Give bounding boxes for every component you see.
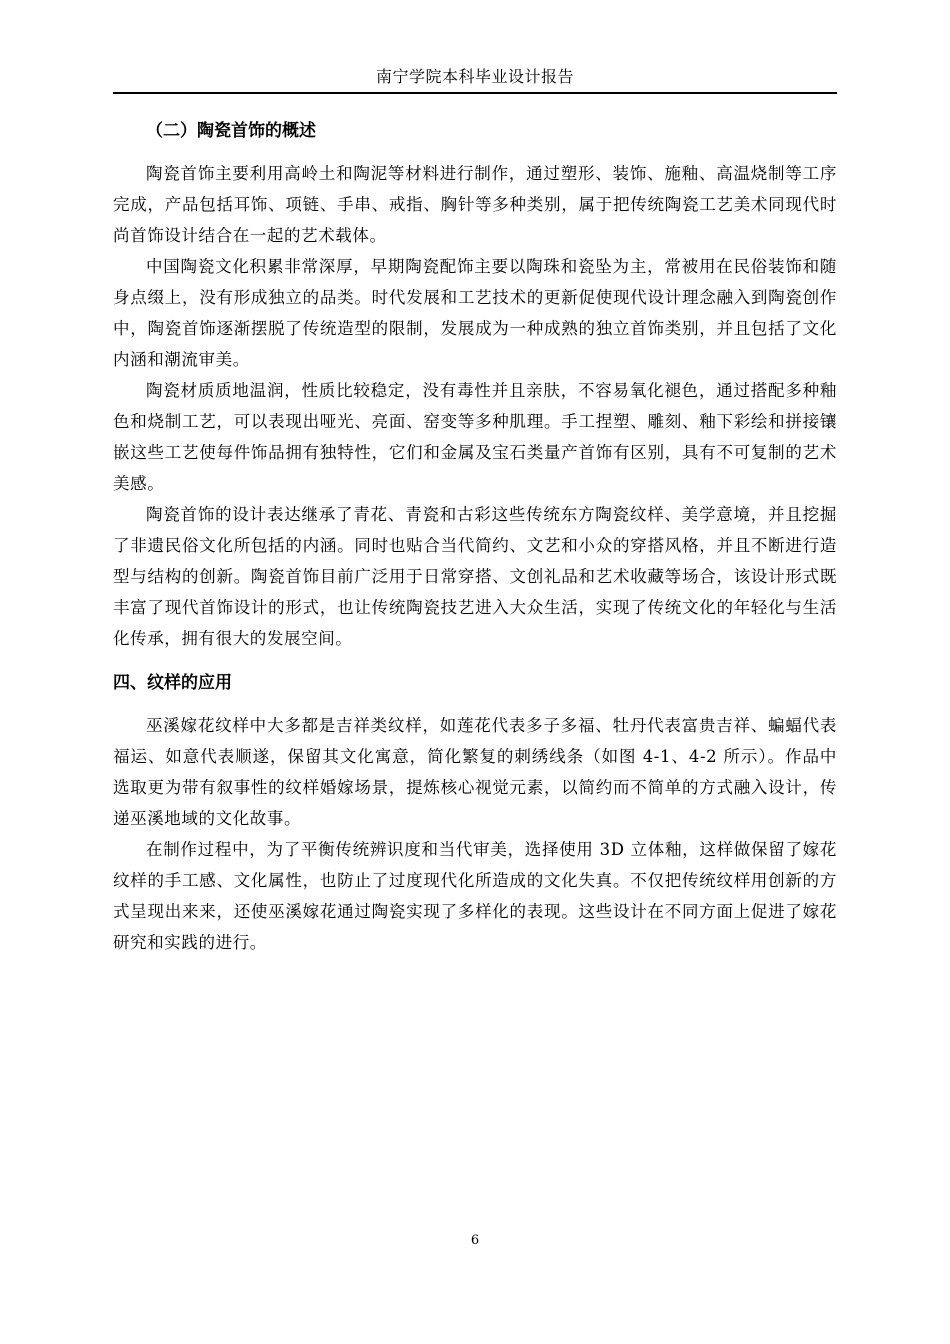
header-rule [113, 92, 837, 94]
section-heading: 四、纹样的应用 [113, 673, 232, 693]
paragraph: 陶瓷材质质地温润，性质比较稳定，没有毒性并且亲肤，不容易氧化褪色，通过搭配多种釉色和烧制工艺，可以表现出哑光、亮面、窑变等多种肌理。手工捏塑、雕刻、釉下彩绘和拼接镶嵌这些工艺使每件饰品拥有独特性，它们和金属及宝石类量产首饰有区别，具有不可复制的艺术美感。 [113, 381, 837, 493]
paragraph: 陶瓷首饰主要利用高岭土和陶泥等材料进行制作，通过塑形、装饰、施釉、高温烧制等工序完成，产品包括耳饰、项链、手串、戒指、胸针等多种类别，属于把传统陶瓷工艺美术同现代时尚首饰设计结合在一起的艺术载体。 [113, 164, 837, 245]
paragraph: 中国陶瓷文化积累非常深厚，早期陶瓷配饰主要以陶珠和瓷坠为主，常被用在民俗装饰和随身点缀上，没有形成独立的品类。时代发展和工艺技术的更新促使现代设计理念融入到陶瓷创作中，陶瓷首饰逐渐摆脱了传统造型的限制，发展成为一种成熟的独立首饰类别，并且包括了文化内涵和潮流审美。 [113, 257, 837, 369]
paragraph: 巫溪嫁花纹样中大多都是吉祥类纹样，如莲花代表多子多福、牡丹代表富贵吉祥、蝙蝠代表福运、如意代表顺遂，保留其文化寓意，简化繁复的刺绣线条（如图 4-1、4-2 所示）。作品中选取更为带有叙事性的纹样婚嫁场景，提炼核心视觉元素，以简约而不简单的方式融入设计，传递巫溪地域的文化故事。 [113, 716, 837, 828]
body-content [113, 114, 837, 958]
paragraph: 在制作过程中，为了平衡传统辨识度和当代审美，选择使用 3D 立体釉，这样做保留了嫁花纹样的手工感、文化属性，也防止了过度现代化所造成的文化失真。不仅把传统纹样用创新的方式呈现出来来，还使巫溪嫁花通过陶瓷实现了多样化的表现。这些设计在不同方面上促进了嫁花研究和实践的进行。 [113, 840, 837, 952]
paragraph: 陶瓷首饰的设计表达继承了青花、青瓷和古彩这些传统东方陶瓷纹样、美学意境，并且挖掘了非遗民俗文化所包括的内涵。同时也贴合当代简约、文艺和小众的穿搭风格，并且不断进行造型与结构的创新。陶瓷首饰目前广泛用于日常穿搭、文创礼品和艺术收藏等场合，该设计形式既丰富了现代首饰设计的形式，也让传统陶瓷技艺进入大众生活，实现了传统文化的年轻化与生活化传承，拥有很大的发展空间。 [113, 505, 837, 648]
page-number: 6 [470, 1233, 480, 1248]
subsection-heading: （二）陶瓷首饰的概述 [146, 121, 316, 141]
running-header: 南宁学院本科毕业设计报告 [375, 67, 574, 86]
